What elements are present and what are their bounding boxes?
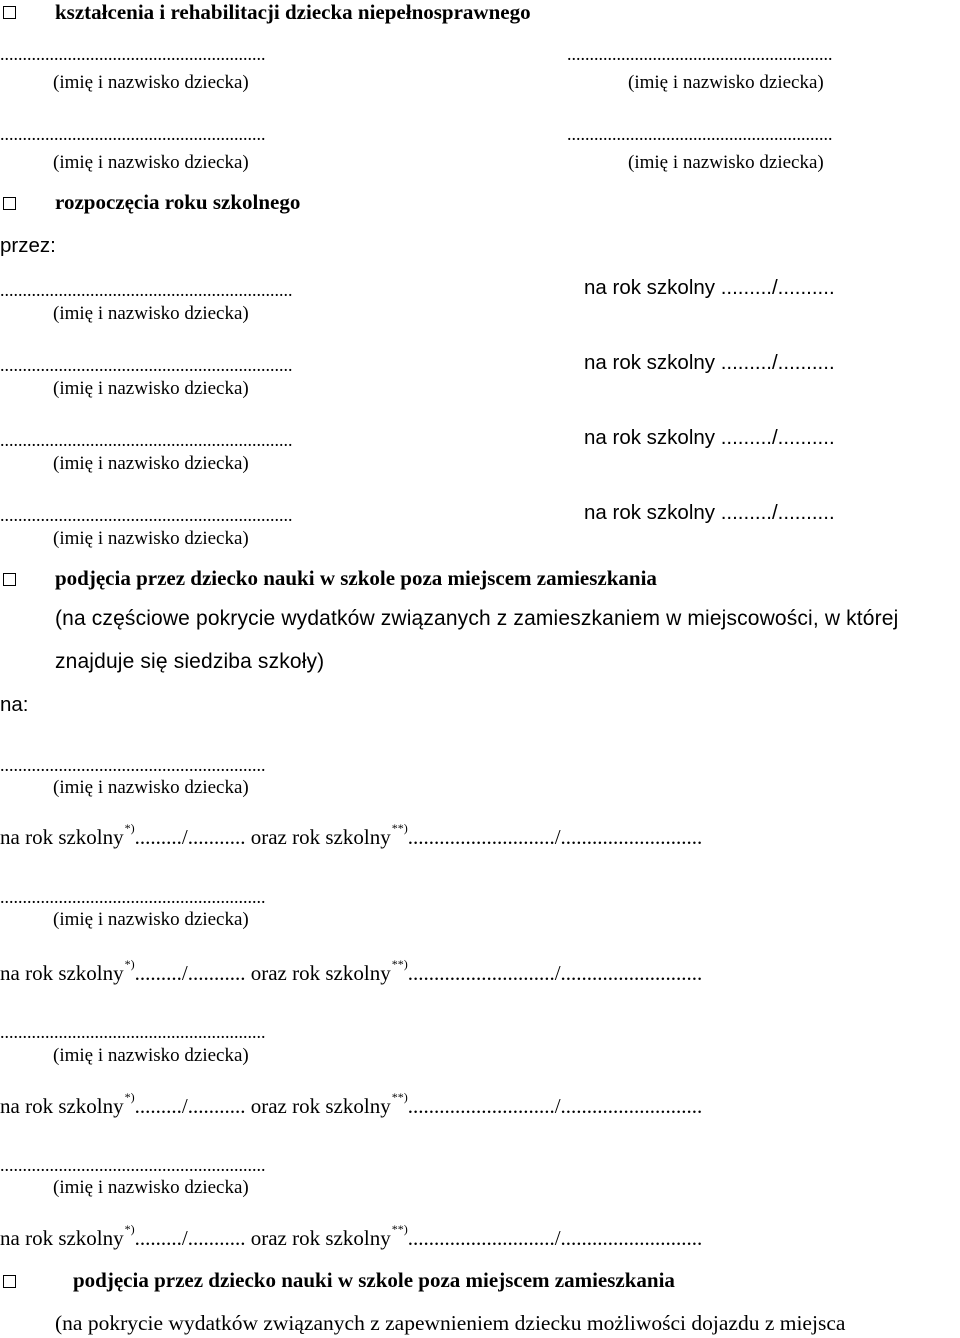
school-year-field: na rok szkolny ........./..........: [584, 351, 835, 374]
child-name-dots: .................................................................: [0, 430, 293, 450]
child-name-label: (imię i nazwisko dziecka): [53, 909, 249, 930]
child-name-label: (imię i nazwisko dziecka): [53, 777, 249, 798]
child-name-label: (imię i nazwisko dziecka): [628, 72, 824, 93]
child-name-dots: ...........................................................: [0, 887, 266, 907]
checkbox-2-label: rozpoczęcia roku szkolnego: [55, 190, 301, 214]
year-pair-line: na rok szkolny*)........./........... oraz rok szkolny**)............................/...........................: [0, 821, 703, 849]
child-name-label: (imię i nazwisko dziecka): [53, 1045, 249, 1066]
checkbox-school-away-commute[interactable]: [3, 1275, 16, 1288]
child-name-label: (imię i nazwisko dziecka): [53, 1177, 249, 1198]
child-name-label: (imię i nazwisko dziecka): [53, 152, 249, 173]
child-name-label: (imię i nazwisko dziecka): [53, 528, 249, 549]
child-name-label: (imię i nazwisko dziecka): [53, 303, 249, 324]
checkbox-3-note-line1: (na częściowe pokrycie wydatków związanych z zamieszkaniem w miejscowości, w której: [55, 607, 899, 630]
child-name-label: (imię i nazwisko dziecka): [53, 378, 249, 399]
child-name-dots: ...........................................................: [0, 124, 266, 144]
prefix-przez: przez:: [0, 234, 56, 257]
checkbox-education-rehabilitation[interactable]: [3, 6, 16, 19]
school-year-field: na rok szkolny ........./..........: [584, 276, 835, 299]
child-name-dots: ...........................................................: [0, 755, 266, 775]
year-pair-line: na rok szkolny*)........./........... oraz rok szkolny**)............................/...........................: [0, 1222, 703, 1250]
child-name-dots: ...........................................................: [0, 1155, 266, 1175]
child-name-dots: .................................................................: [0, 505, 293, 525]
child-name-label: (imię i nazwisko dziecka): [53, 453, 249, 474]
school-year-field: na rok szkolny ........./..........: [584, 426, 835, 449]
year-pair-line: na rok szkolny*)........./........... oraz rok szkolny**)............................/...........................: [0, 957, 703, 985]
school-year-field: na rok szkolny ........./..........: [584, 501, 835, 524]
child-name-dots: ...........................................................: [0, 44, 266, 64]
child-name-dots: ...........................................................: [567, 44, 833, 64]
checkbox-3-label: podjęcia przez dziecko nauki w szkole poza miejscem zamieszkania: [55, 566, 657, 590]
checkbox-1-label: kształcenia i rehabilitacji dziecka niepełnosprawnego: [55, 0, 531, 24]
child-name-dots: .................................................................: [0, 280, 293, 300]
checkbox-3-note-line2: znajduje się siedziba szkoły): [55, 650, 325, 673]
child-name-dots: .................................................................: [0, 355, 293, 375]
child-name-dots: ...........................................................: [567, 124, 833, 144]
prefix-na: na:: [0, 693, 29, 716]
child-name-label: (imię i nazwisko dziecka): [628, 152, 824, 173]
checkbox-school-year-start[interactable]: [3, 197, 16, 210]
checkbox-school-away-housing[interactable]: [3, 573, 16, 586]
checkbox-4-note: (na pokrycie wydatków związanych z zapewnieniem dziecku możliwości dojazdu z miejsca: [55, 1311, 846, 1335]
child-name-label: (imię i nazwisko dziecka): [53, 72, 249, 93]
year-pair-line: na rok szkolny*)........./........... oraz rok szkolny**)............................/...........................: [0, 1090, 703, 1118]
checkbox-4-label: podjęcia przez dziecko nauki w szkole poza miejscem zamieszkania: [73, 1268, 675, 1292]
child-name-dots: ...........................................................: [0, 1022, 266, 1042]
